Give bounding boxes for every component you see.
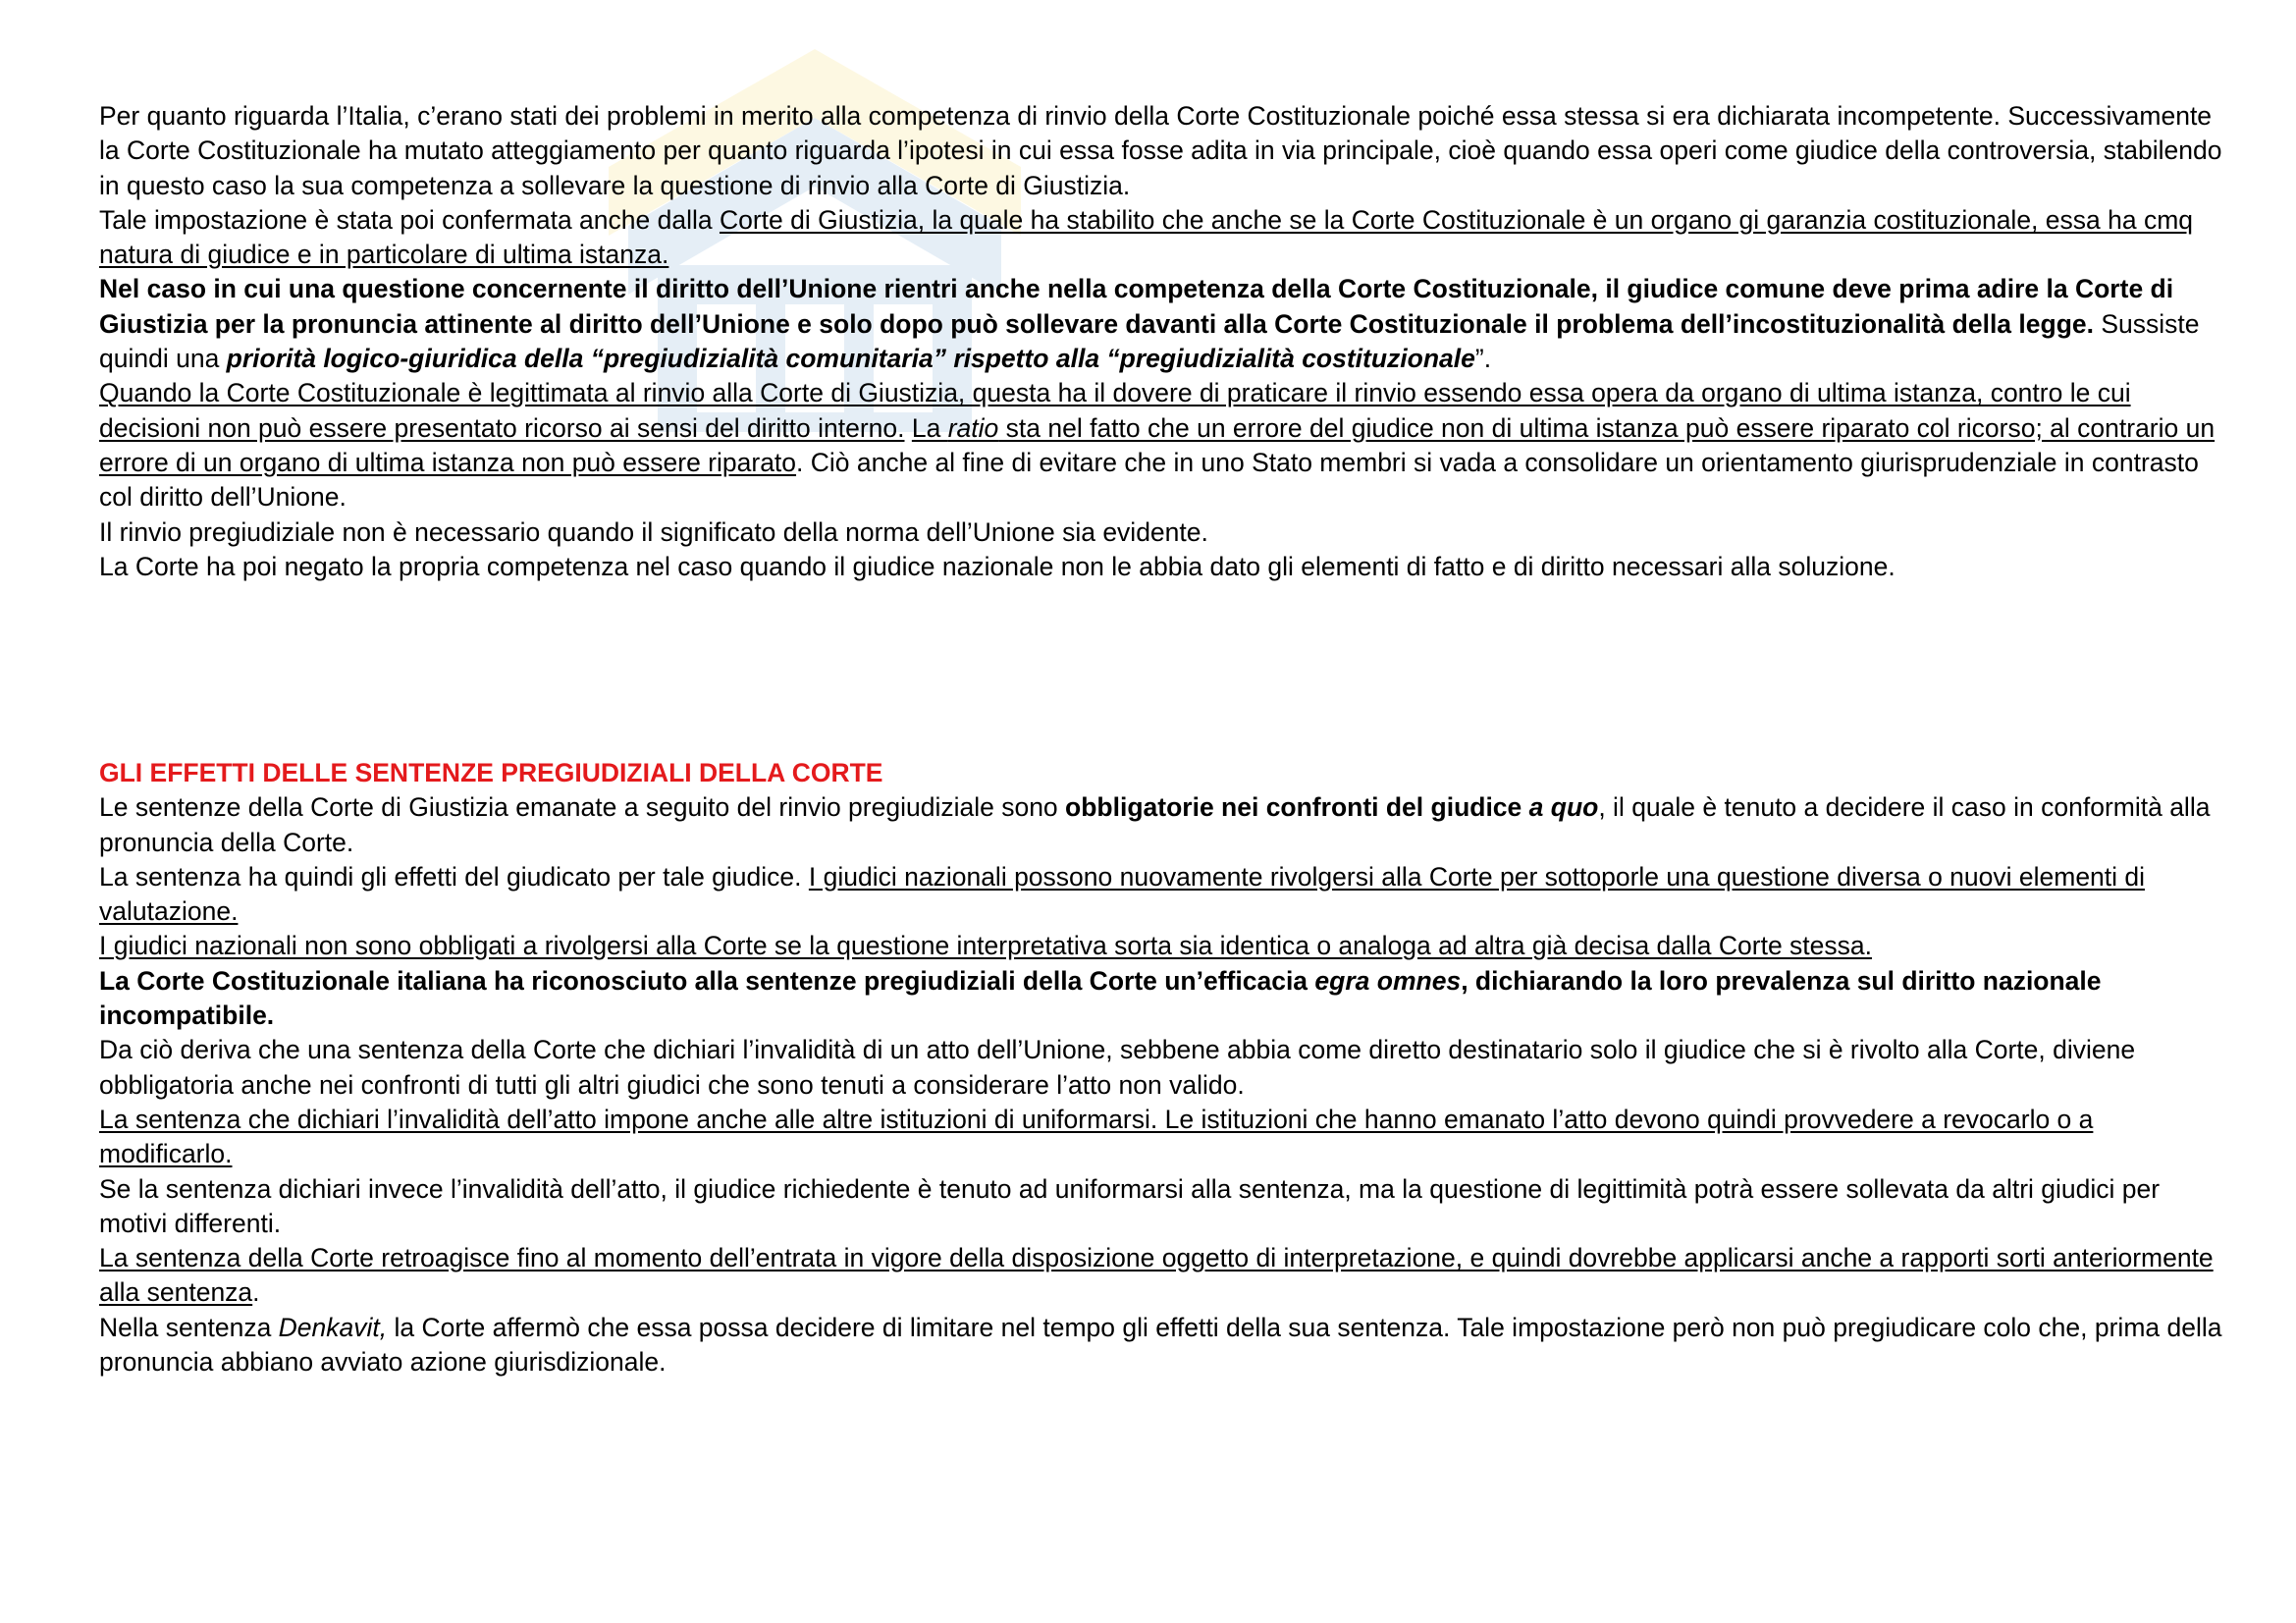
bold-text: , dichiarando la loro prevalenza sul diritto nazionale incompatibile.	[99, 965, 2102, 1031]
underlined-italic-text: ratio	[947, 412, 999, 443]
section-heading: GLI EFFETTI DELLE SENTENZE PREGIUDIZIALI DELLA CORTE	[99, 758, 883, 787]
paragraph-text: Sussiste quindi una	[99, 308, 2200, 374]
paragraph-text: Le sentenze della Corte di Giustizia emanate a seguito del rinvio pregiudiziale sono	[99, 792, 1066, 823]
paragraph-text: Tale impostazione è stata poi confermata anche dalla	[99, 204, 720, 235]
underlined-text: I giudici nazionali non sono obbligati a rivolgersi alla Corte se la questione interpretativa sorta sia identica o analoga ad altra già decisa dalla Corte stessa.	[99, 931, 1873, 961]
paragraph-retroagisce	[99, 1241, 2229, 1311]
underlined-text: La sentenza che dichiari l’invalidità dell’atto impone anche alle altre istituzioni di uniformarsi. Le istituzioni che hanno emanato l’atto devono quindi provvedere a revocarlo o a modificarlo.	[99, 1104, 2094, 1169]
bold-text: Nel caso in cui una questione concernente il diritto dell’Unione rientri anche nella competenza della Corte Costituzionale, il giudice comune deve prima adire la Corte di Giustizia per la pronuncia attinente al diritto dell’Unione e solo dopo può sollevare davanti alla Corte Costituzionale il problema dell’incostituzionalità della legge.	[99, 274, 2174, 339]
paragraph-text: la Corte affermò che essa possa decidere di limitare nel tempo gli effetti della sua sentenza. Tale impostazione però non può pregiudicare colo che, prima della pronuncia abbiano avviato azione giurisdizionale.	[99, 1312, 2222, 1378]
paragraph-text: .	[252, 1277, 260, 1308]
underlined-text: Corte di Giustizia, la quale ha stabilito che anche se la Corte Costituzionale è un organo gi garanzia costituzionale, essa ha cmq natura di giudice e in particolare di ultima istanza.	[99, 204, 2194, 270]
underlined-text: sta nel fatto che un errore del giudice non di ultima istanza può essere riparato col ricorso; al contrario un errore di un organo di ultima istanza non può essere riparato	[99, 412, 2216, 477]
paragraph-invalidita	[99, 1033, 2229, 1103]
paragraph-efficacia	[99, 964, 2229, 1034]
paragraph-italia	[99, 99, 2229, 203]
paragraph-text: . Ciò anche al fine di evitare che in uno Stato membri si vada a consolidare un orientamento giurisprudenziale in contrasto col diritto dell’Unione.	[99, 447, 2199, 513]
paragraph-legittimita	[99, 1172, 2229, 1242]
paragraph-text: Da ciò deriva che una sentenza della Corte che dichiari l’invalidità di un atto dell’Unione, sebbene abbia come diretto destinatario solo il giudice che si è rivolto alla Corte, diviene obbligatoria anche nei confronti di tutti gli altri giudici che sono tenuti a considerare l’atto non valido.	[99, 1035, 2136, 1100]
paragraph-negato	[99, 550, 2229, 584]
bold-text: obbligatorie nei confronti del giudice	[1065, 792, 1529, 823]
paragraph-text: La Corte ha poi negato la propria competenza nel caso quando il giudice nazionale non le abbia dato gli elementi di fatto e di diritto necessari alla soluzione.	[99, 551, 1896, 581]
paragraph-impostazione	[99, 203, 2229, 273]
bold-text: La Corte Costituzionale italiana ha riconosciuto alla sentenze pregiudiziali della Corte un’efficacia	[99, 965, 1315, 996]
paragraph-non-necessario	[99, 515, 2229, 550]
paragraph-text: La sentenza ha quindi gli effetti del giudicato per tale giudice.	[99, 861, 809, 892]
text-block-2	[99, 756, 2229, 1380]
paragraph-giudicato	[99, 860, 2229, 930]
italic-text: Denkavit,	[278, 1312, 388, 1342]
bold-italic-text: priorità logico-giuridica della “pregiudizialità comunitaria” rispetto alla “pregiudizialità costituzionale	[226, 344, 1475, 374]
underlined-text: I giudici nazionali possono nuovamente rivolgersi alla Corte per sottoporle una questione diversa o nuovi elementi di valutazione.	[99, 861, 2146, 927]
underlined-text: La	[911, 412, 948, 443]
paragraph-priorita	[99, 272, 2229, 376]
paragraph-denkavit	[99, 1311, 2229, 1380]
underlined-text: La sentenza della Corte retroagisce fino al momento dell’entrata in vigore della disposizione oggetto di interpretazione, e quindi dovrebbe applicarsi anche a rapporti sorti anteriormente alla sentenza	[99, 1243, 2214, 1308]
paragraph-text: Nella sentenza	[99, 1312, 279, 1342]
bold-italic-text: a quo	[1528, 792, 1599, 823]
text-block-1	[99, 99, 2229, 584]
paragraph-text: , il quale è tenuto a decidere il caso in conformità alla pronuncia della Corte.	[99, 792, 2211, 857]
paragraph-non-obbligati	[99, 929, 2229, 963]
paragraph-obbligatorie	[99, 790, 2229, 860]
paragraph-text: Il rinvio pregiudiziale non è necessario quando il significato della norma dell’Unione sia evidente.	[99, 516, 1208, 547]
underlined-text: Quando la Corte Costituzionale è legittimata al rinvio alla Corte di Giustizia, questa ha il dovere di praticare il rinvio essendo essa opera da organo di ultima istanza, contro le cui decisioni non può essere presentato ricorso ai sensi del diritto interno.	[99, 378, 2131, 443]
paragraph-text: ”.	[1474, 344, 1492, 374]
bold-italic-text: egra omnes	[1314, 965, 1462, 996]
paragraph-istituzioni	[99, 1103, 2229, 1172]
paragraph-text: Per quanto riguarda l’Italia, c’erano stati dei problemi in merito alla competenza di rinvio della Corte Costituzionale poiché essa stessa si era dichiarata incompetente. Successivamente la Corte Costituzionale ha mutato atteggiamento per quanto riguarda l’ipotesi in cui essa fosse adita in via principale, cioè quando essa operi come giudice della controversia, stabilendo in questo caso la sua competenza a sollevare la questione di rinvio alla Corte di Giustizia.	[99, 101, 2222, 200]
paragraph-rinvio-obbligo	[99, 376, 2229, 514]
paragraph-text: Se la sentenza dichiari invece l’invalidità dell’atto, il giudice richiedente è tenuto ad uniformarsi alla sentenza, ma la questione di legittimità potrà essere sollevata da altri giudici per motivi differenti.	[99, 1173, 2161, 1238]
paragraph-text	[905, 413, 912, 443]
